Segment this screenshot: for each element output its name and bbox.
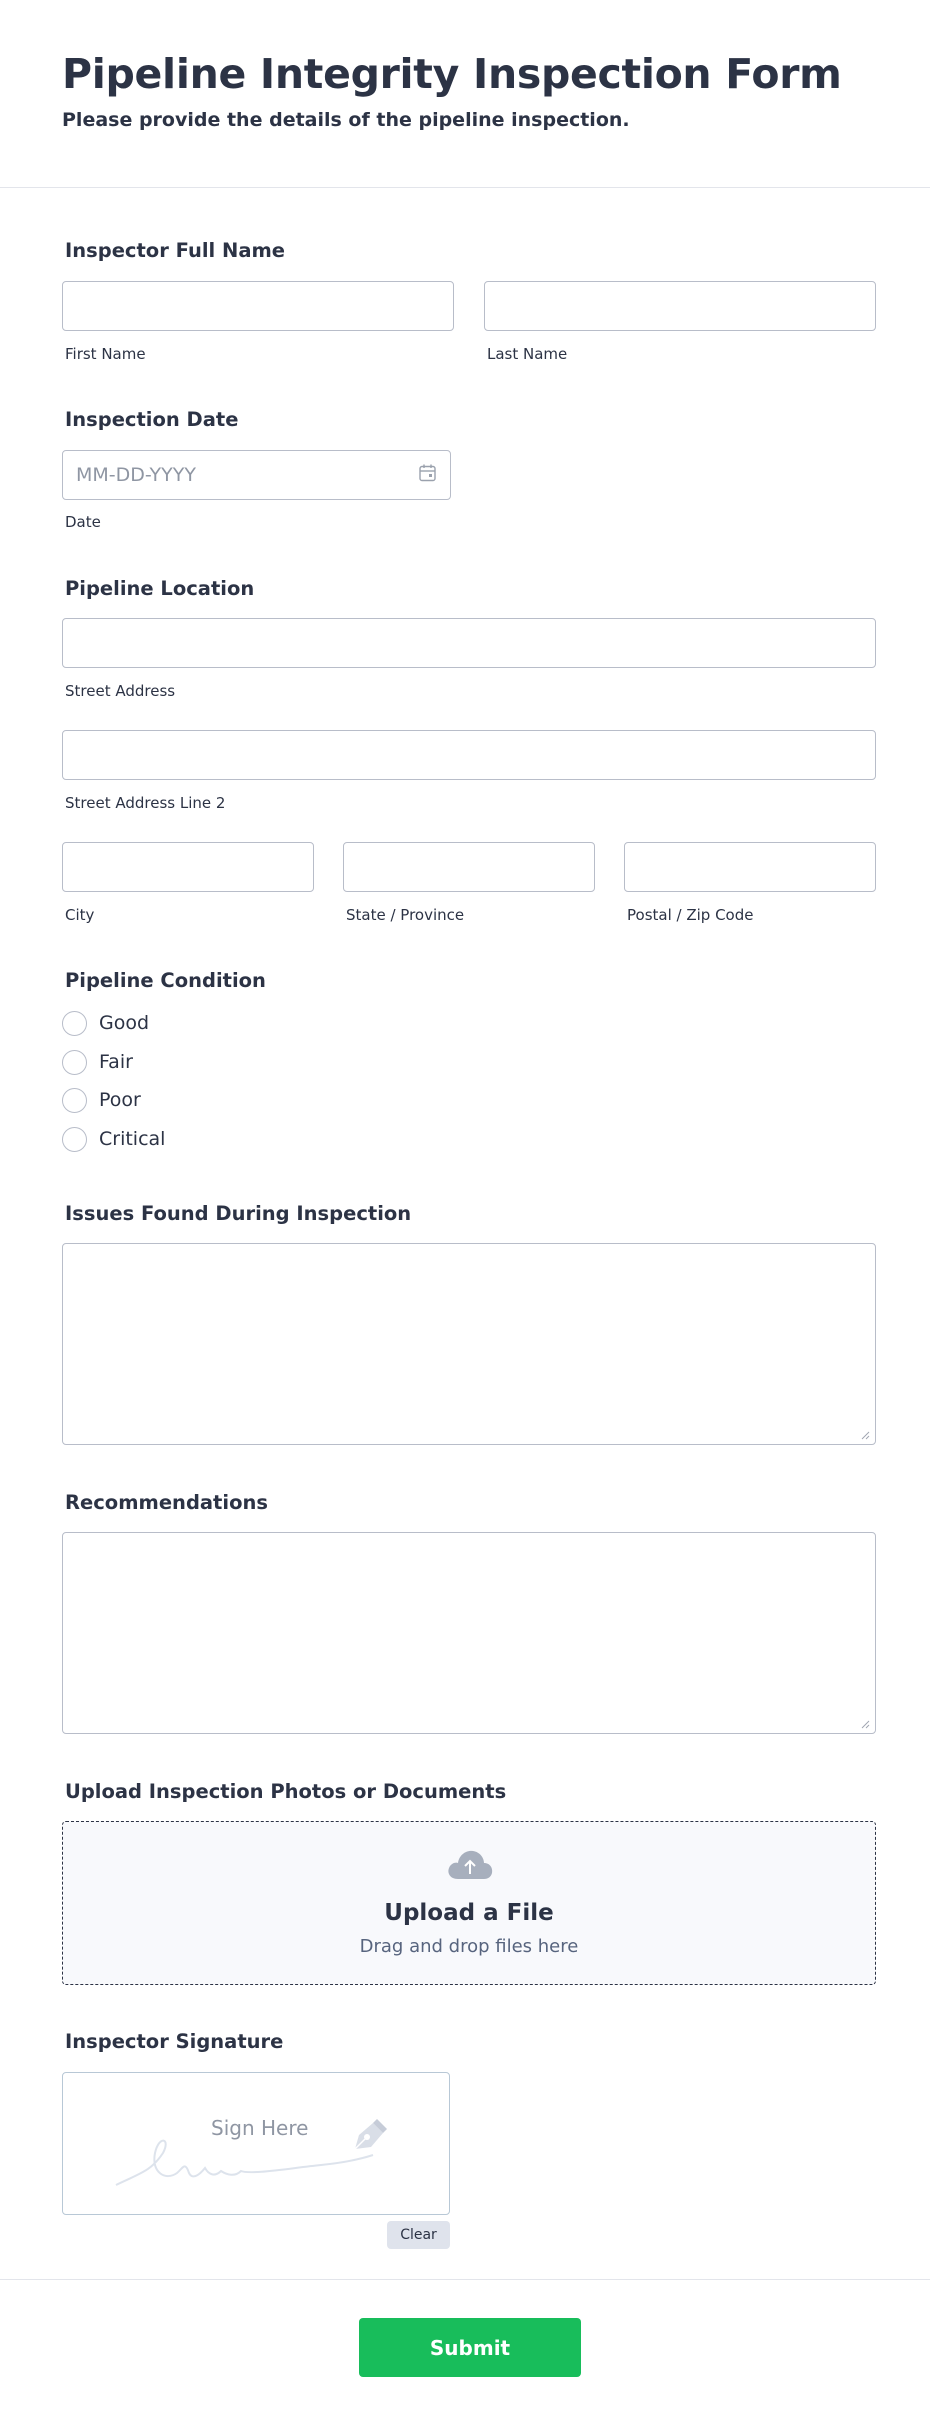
form-title: Pipeline Integrity Inspection Form	[62, 50, 842, 98]
city-sublabel: City	[65, 906, 95, 924]
pen-icon	[349, 2115, 391, 2157]
radio-circle[interactable]	[62, 1127, 87, 1152]
street-address-sublabel: Street Address	[65, 682, 176, 700]
radio-label: Poor	[99, 1089, 141, 1111]
street-address-input[interactable]	[62, 618, 876, 668]
calendar-icon[interactable]	[418, 463, 438, 483]
zip-sublabel: Postal / Zip Code	[627, 906, 754, 924]
radio-circle[interactable]	[62, 1011, 87, 1036]
clear-signature-button[interactable]: Clear	[387, 2221, 450, 2249]
state-sublabel: State / Province	[346, 906, 465, 924]
radio-circle[interactable]	[62, 1050, 87, 1075]
pipeline-location-label: Pipeline Location	[65, 577, 255, 600]
inspector-name-label: Inspector Full Name	[65, 239, 286, 262]
form-subtitle: Please provide the details of the pipeline inspection.	[62, 109, 630, 131]
last-name-sublabel: Last Name	[487, 345, 568, 363]
footer-divider	[0, 2279, 930, 2280]
date-sublabel: Date	[65, 513, 101, 531]
file-upload-dropzone[interactable]	[62, 1821, 876, 1985]
issues-textarea[interactable]	[62, 1243, 876, 1445]
cloud-upload-icon	[445, 1846, 495, 1882]
radio-label: Critical	[99, 1128, 166, 1150]
resize-grip-icon[interactable]	[860, 1719, 870, 1729]
submit-button[interactable]: Submit	[359, 2318, 581, 2377]
radio-label: Good	[99, 1012, 150, 1034]
street-address-line2-input[interactable]	[62, 730, 876, 780]
pipeline-condition-label: Pipeline Condition	[65, 969, 266, 992]
signature-placeholder: Sign Here	[211, 2116, 309, 2140]
upload-title: Upload a File	[384, 1900, 554, 1926]
inspection-date-label: Inspection Date	[65, 408, 239, 431]
radio-label: Fair	[99, 1051, 133, 1073]
form-header	[0, 0, 930, 188]
zip-input[interactable]	[624, 842, 876, 892]
signature-label: Inspector Signature	[65, 2030, 284, 2053]
resize-grip-icon[interactable]	[860, 1430, 870, 1440]
state-input[interactable]	[343, 842, 595, 892]
signature-pad[interactable]	[62, 2072, 450, 2215]
upload-label: Upload Inspection Photos or Documents	[65, 1780, 507, 1803]
inspection-date-input[interactable]	[62, 450, 451, 500]
first-name-sublabel: First Name	[65, 345, 146, 363]
upload-subtitle: Drag and drop files here	[359, 1936, 579, 1957]
recommendations-textarea[interactable]	[62, 1532, 876, 1734]
radio-circle[interactable]	[62, 1088, 87, 1113]
last-name-input[interactable]	[484, 281, 876, 331]
city-input[interactable]	[62, 842, 314, 892]
recommendations-label: Recommendations	[65, 1491, 268, 1514]
street-address-line2-sublabel: Street Address Line 2	[65, 794, 226, 812]
first-name-input[interactable]	[62, 281, 454, 331]
issues-label: Issues Found During Inspection	[65, 1202, 412, 1225]
